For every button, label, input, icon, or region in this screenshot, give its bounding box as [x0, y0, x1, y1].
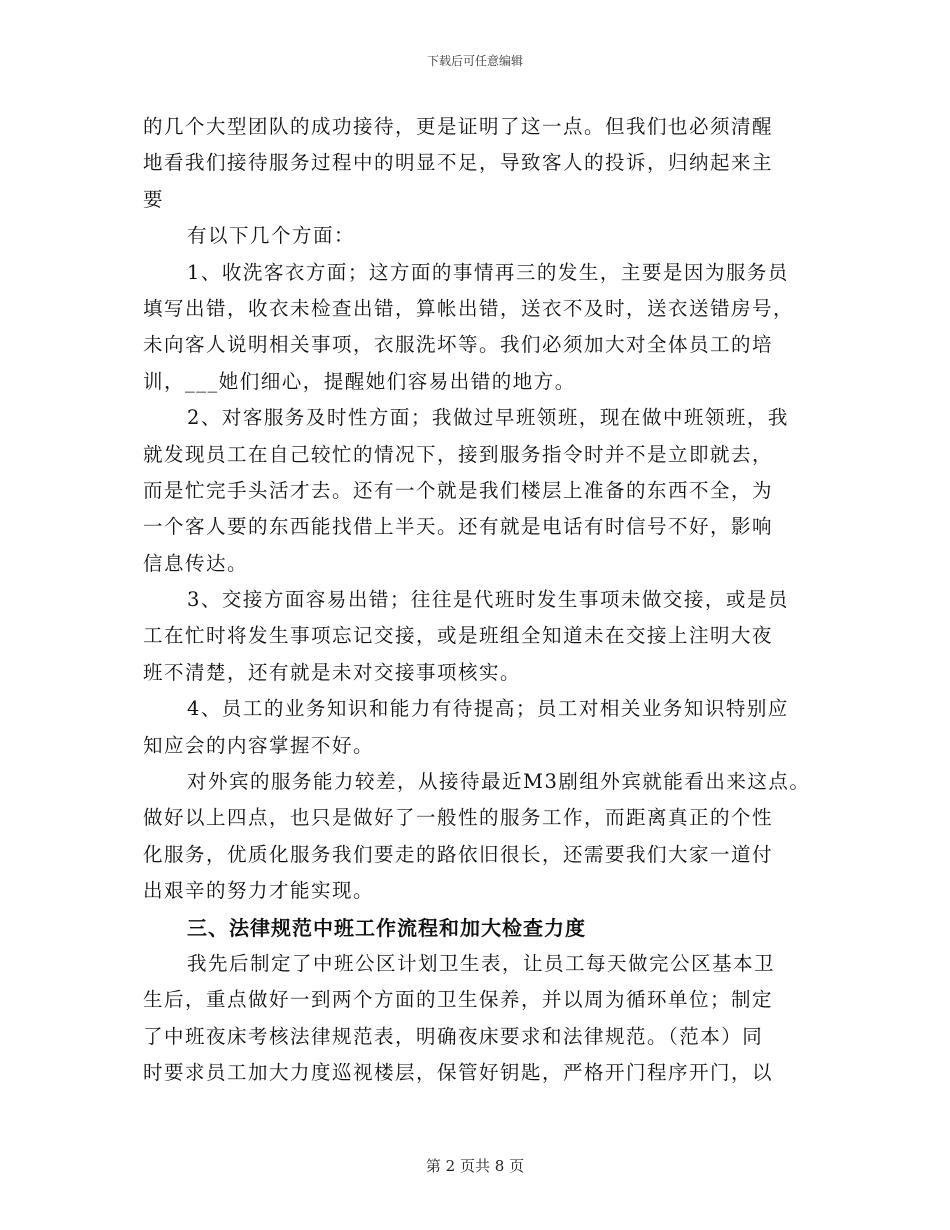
paragraph-line: 4、员工的业务知识和能力有待提高；员工对相关业务知识特别应 [187, 697, 789, 721]
paragraph-line: 出艰辛的努力才能实现。 [143, 879, 375, 903]
paragraph-line: 班不清楚，还有就是未对交接事项核实。 [143, 660, 522, 684]
paragraph-line: 我先后制定了中班公区计划卫生表，让员工每天做完公区基本卫 [187, 951, 776, 975]
paragraph-line: 的几个大型团队的成功接待，更是证明了这一点。但我们也必须清醒 [143, 115, 774, 138]
paragraph-line: 知应会的内容掌握不好。 [143, 733, 375, 757]
paragraph-line: 信息传达。 [143, 551, 249, 575]
paragraph-line: 3、交接方面容易出错；往往是代班时发生事项未做交接，或是员 [187, 588, 789, 612]
paragraph-line: 填写出错，收衣未检查出错，算帐出错，送衣不及时，送衣送错房号， [143, 296, 795, 320]
paragraph-line: 工在忙时将发生事项忘记交接，或是班组全知道未在交接上注明大夜 [143, 624, 774, 648]
paragraph-line: 时要求员工加大力度巡视楼层，保管好钥匙，严格开门程序开门，以 [143, 1061, 774, 1085]
paragraph-line: 要 [143, 187, 165, 211]
paragraph-line: 就发现员工在自己较忙的情况下，接到服务指令时并不是立即就去， [143, 442, 774, 466]
paragraph-line: 未向客人说明相关事项，衣服洗坏等。我们必须加大对全体员工的培 [143, 333, 774, 357]
paragraph-line: 有以下几个方面： [187, 224, 356, 248]
section-heading: 三、法律规范中班工作流程和加大检查力度 [187, 915, 586, 940]
paragraph-line: 化服务，优质化服务我们要走的路依旧很长，还需要我们大家一道付 [143, 842, 774, 866]
paragraph-line: 一个客人要的东西能找借上半天。还有就是电话有时信号不好，影响 [143, 515, 774, 539]
page-footer: 第 2 页共 8 页 [425, 1157, 525, 1175]
document-body [143, 109, 823, 1092]
paragraph-line: 地看我们接待服务过程中的明显不足，导致客人的投诉，归纳起来主 [143, 151, 774, 175]
page-header: 下载后可任意编辑 [426, 54, 523, 68]
paragraph-line: 对外宾的服务能力较差，从接待最近M3剧组外宾就能看出来这点。 [187, 770, 811, 794]
paragraph-line: 训，___她们细心，提醒她们容易出错的地方。 [143, 369, 576, 393]
paragraph-line: 了中班夜床考核法律规范表，明确夜床要求和法律规范。（范本）同 [143, 1024, 764, 1048]
paragraph-line: 2、对客服务及时性方面；我做过早班领班，现在做中班领班，我 [187, 406, 789, 430]
paragraph-line: 1、收洗客衣方面；这方面的事情再三的发生，主要是因为服务员 [187, 260, 789, 284]
paragraph-line: 而是忙完手头活才去。还有一个就是我们楼层上准备的东西不全，为 [143, 478, 774, 502]
paragraph-line: 生后，重点做好一到两个方面的卫生保养，并以周为循环单位；制定 [143, 988, 774, 1012]
paragraph-line: 做好以上四点，也只是做好了一般性的服务工作，而距离真正的个性 [143, 806, 774, 830]
